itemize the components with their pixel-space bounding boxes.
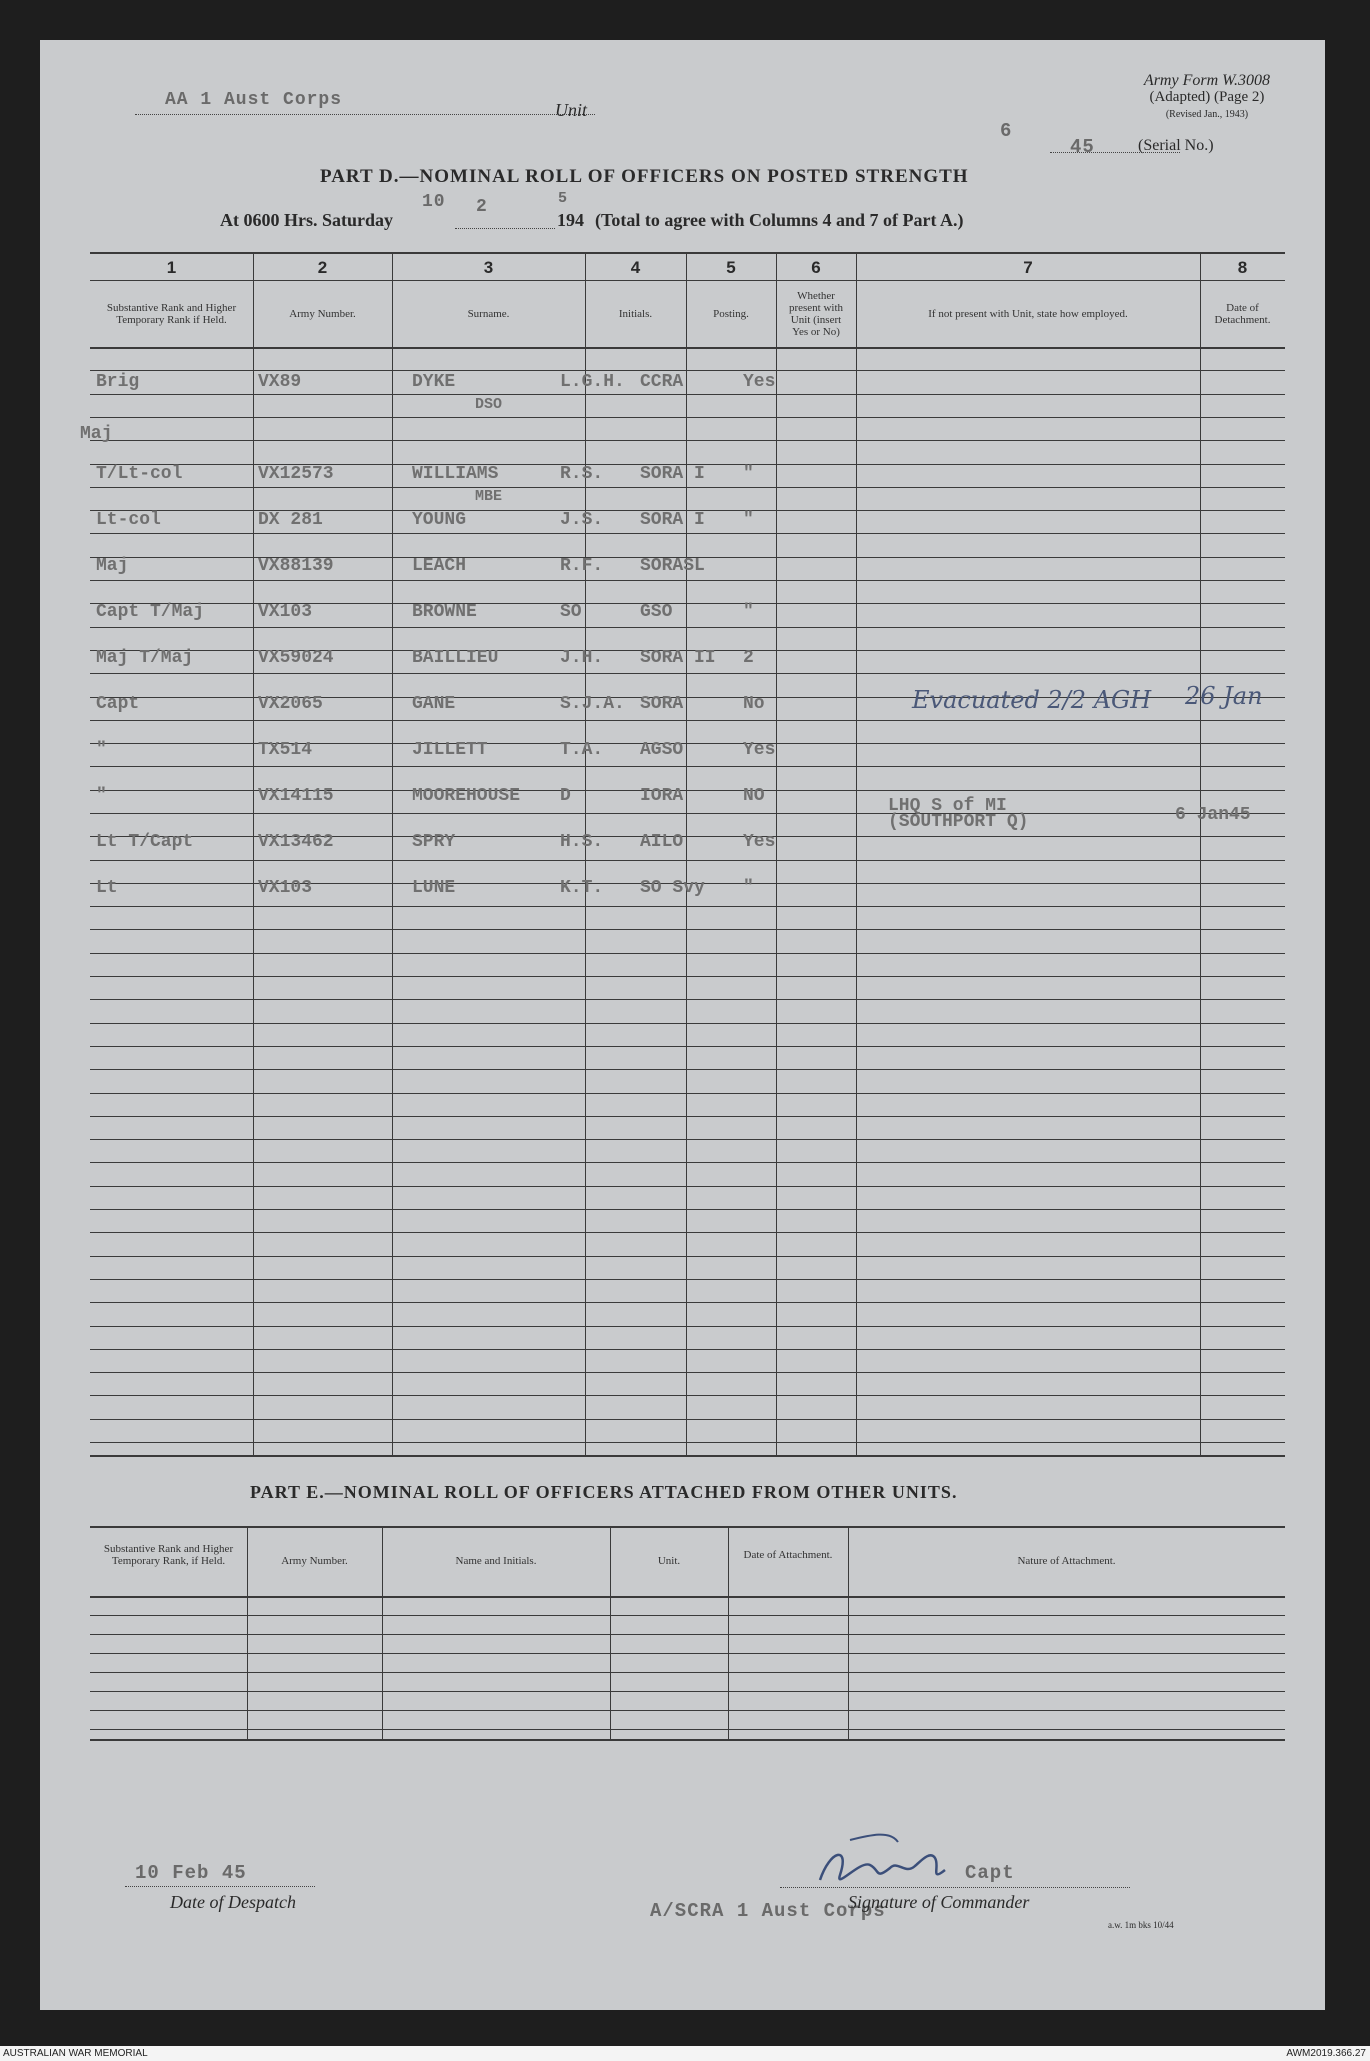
cell-number: VX12573 (258, 464, 334, 484)
ruled-line (90, 1256, 1285, 1257)
cell-initials: D (560, 786, 571, 806)
cell-detached: 6 Jan45 (1175, 805, 1251, 825)
column-header: Unit. (657, 1555, 681, 1567)
ruled-line (90, 1349, 1285, 1350)
header-bottom-rule (90, 347, 1285, 349)
ruled-line (90, 1093, 1285, 1094)
serial-prefix: 6 (1000, 120, 1013, 142)
cell-posting: SORA II (640, 648, 716, 668)
cell-rank: Brig (96, 372, 140, 392)
column-header: Army Number. (289, 307, 356, 320)
table-top-rule (90, 252, 1285, 254)
commander-unit: A/SCRA 1 Aust Corps (650, 1900, 886, 1922)
cell-posting: SORASL (640, 556, 705, 576)
ruled-line (90, 1232, 1285, 1233)
cell-initials: SO (560, 602, 582, 622)
column-number: 3 (483, 258, 494, 277)
cell-rank: Maj T/Maj (96, 648, 194, 668)
ruled-line (90, 1139, 1285, 1140)
table-bottom-rule (90, 1739, 1285, 1741)
ruled-line (90, 1672, 1285, 1673)
cell-surname: YOUNG (412, 510, 467, 530)
ruled-line (90, 1372, 1285, 1373)
date-line (455, 228, 555, 229)
form-id-block (1144, 72, 1270, 123)
cell-present: NO (743, 786, 765, 806)
ruled-line (90, 1634, 1285, 1635)
column-header: Army Number. (281, 1555, 348, 1567)
cell-surname: JILLETT (412, 740, 488, 760)
ruled-line (90, 394, 1285, 395)
cell-present: " (743, 878, 754, 898)
cell-rank: Lt T/Capt (96, 832, 194, 852)
cell-initials: R.S. (560, 464, 604, 484)
ruled-line (90, 1046, 1285, 1047)
cell-number: DX 281 (258, 510, 323, 530)
ruled-line (90, 1653, 1285, 1654)
cell-posting: SORA I (640, 464, 705, 484)
cell-posting: SO Svy (640, 878, 705, 898)
part-e-title: PART E.—NOMINAL ROLL OF OFFICERS ATTACHED FROM OTHER UNITS. (250, 1482, 958, 1502)
cell-surname: WILLIAMS (412, 464, 499, 484)
cell-initials: T.A. (560, 740, 604, 760)
cell-employed: Evacuated 2/2 AGH (912, 686, 1152, 714)
cell-present: " (743, 510, 754, 530)
unit-value: AA 1 Aust Corps (165, 90, 343, 110)
cell-posting: AILO (640, 832, 684, 852)
cell-posting: AGSO (640, 740, 684, 760)
form-name: Army Form W.3008 (1143, 72, 1270, 89)
table-top-rule (90, 1526, 1285, 1528)
ruled-line (90, 1279, 1285, 1280)
cell-decoration: DSO (475, 396, 503, 413)
ruled-line (90, 1442, 1285, 1443)
column-header: Nature of Attachment. (1017, 1555, 1116, 1567)
despatch-value: 10 Feb 45 (135, 1862, 247, 1884)
commander-line (780, 1887, 1130, 1888)
commander-rank: Capt (965, 1862, 1015, 1884)
cell-posting: IORA (640, 786, 684, 806)
cell-initials: S.J.A. (560, 694, 625, 714)
ruled-line (90, 1691, 1285, 1692)
ruled-line (90, 487, 1285, 488)
despatch-line (125, 1886, 315, 1887)
cell-initials: L.G.H. (560, 372, 625, 392)
cell-posting: CCRA (640, 372, 684, 392)
cell-present: Yes (743, 372, 776, 392)
ruled-line (90, 1615, 1285, 1616)
cell-decoration: MBE (475, 488, 503, 505)
serial-value: 45 (1070, 136, 1095, 158)
unit-line (135, 114, 595, 115)
cell-surname: LEACH (412, 556, 467, 576)
cell-number: VX89 (258, 372, 302, 392)
column-number: 1 (166, 258, 177, 277)
ruled-line (90, 673, 1285, 674)
cell-detached: 26 Jan (1185, 682, 1263, 710)
cell-surname: DYKE (412, 372, 456, 392)
date-year-digit: 5 (558, 190, 569, 207)
column-header: Name and Initials. (455, 1555, 537, 1567)
column-divider (585, 252, 586, 1457)
form-adapted: (Adapted) (Page 2) (1149, 89, 1265, 105)
column-divider (686, 252, 687, 1457)
ruled-line (90, 1419, 1285, 1420)
column-number: 6 (811, 258, 821, 277)
archive-right: AWM2019.366.27 (1286, 2048, 1366, 2059)
commander-label: Signature of Commander (848, 1892, 1030, 1912)
cell-posting: SORA (640, 694, 684, 714)
date-year-printed: 194 (557, 210, 584, 230)
column-header: Date of Detachment. (1214, 301, 1271, 326)
ruled-line (90, 929, 1285, 930)
cell-rank: T/Lt-col (96, 464, 183, 484)
cell-present: Yes (743, 740, 776, 760)
ruled-line (90, 533, 1285, 534)
ruled-line (90, 906, 1285, 907)
cell-rank: Lt (96, 878, 118, 898)
despatch-label: Date of Despatch (170, 1892, 296, 1912)
cell-rank: Maj (80, 424, 113, 444)
cell-rank: Lt-col (96, 510, 161, 530)
column-header: Initials. (618, 307, 653, 320)
ruled-line (90, 813, 1285, 814)
cell-present: 2 (743, 648, 754, 668)
column-header: Posting. (713, 307, 749, 320)
ruled-line (90, 370, 1285, 371)
column-divider (253, 252, 254, 1457)
date-day: 10 (422, 192, 446, 212)
date-note: (Total to agree with Columns 4 and 7 of Part A.) (595, 210, 964, 230)
form-revised: (Revised Jan., 1943) (1165, 109, 1249, 120)
ruled-line (90, 1395, 1285, 1396)
ruled-line (90, 417, 1285, 418)
ruled-line (90, 627, 1285, 628)
ruled-line (90, 720, 1285, 721)
ruled-line (90, 1186, 1285, 1187)
ruled-line (90, 1326, 1285, 1327)
ruled-line (90, 1023, 1285, 1024)
date-prefix: At 0600 Hrs. Saturday (220, 210, 394, 230)
column-header: Substantive Rank and Higher Temporary Rank, if Held. (103, 1543, 234, 1567)
cell-number: VX13462 (258, 832, 334, 852)
column-number: 5 (726, 258, 736, 277)
column-number: 2 (317, 258, 328, 277)
table-bottom-rule (90, 1455, 1285, 1457)
cell-rank: " (96, 740, 107, 760)
cell-present: " (743, 464, 754, 484)
cell-number: VX103 (258, 602, 313, 622)
cell-employed: LHQ S of MI (888, 796, 1007, 816)
cell-surname: LUNE (412, 878, 456, 898)
commander-signature (780, 1820, 980, 1900)
cell-initials: J.H. (560, 648, 604, 668)
ruled-line (90, 1069, 1285, 1070)
cell-rank: Capt (96, 694, 140, 714)
cell-present: No (743, 694, 765, 714)
cell-number: VX2065 (258, 694, 323, 714)
column-header: If not present with Unit, state how employed. (928, 307, 1128, 320)
cell-initials: H.S. (560, 832, 604, 852)
column-header: Date of Attachment. (743, 1549, 833, 1561)
cell-surname: BROWNE (412, 602, 477, 622)
date-month: 2 (476, 197, 488, 217)
cell-rank: " (96, 786, 107, 806)
column-number: 4 (630, 258, 641, 277)
cell-number: VX14115 (258, 786, 334, 806)
column-header: Whether present with Unit (insert Yes or No) (788, 289, 844, 338)
column-number: 8 (1237, 258, 1248, 277)
cell-number: VX88139 (258, 556, 334, 576)
cell-surname: SPRY (412, 832, 456, 852)
part-d-title: PART D.—NOMINAL ROLL OF OFFICERS ON POSTED STRENGTH (320, 166, 969, 187)
ruled-line (90, 976, 1285, 977)
ruled-line (90, 953, 1285, 954)
ruled-line (90, 1209, 1285, 1210)
cell-rank: Capt T/Maj (96, 602, 205, 622)
ruled-line (90, 1116, 1285, 1117)
form-page (40, 40, 1325, 2010)
ruled-line (90, 860, 1285, 861)
cell-present: Yes (743, 832, 776, 852)
ruled-line (90, 766, 1285, 767)
cell-posting: SORA I (640, 510, 705, 530)
cell-surname: BAILLIEU (412, 648, 499, 668)
archive-bar (0, 2046, 1370, 2061)
unit-label: Unit (555, 100, 588, 120)
ruled-line (90, 580, 1285, 581)
ruled-line (90, 1710, 1285, 1711)
archive-left: AUSTRALIAN WAR MEMORIAL (3, 2048, 148, 2059)
cell-surname: MOOREHOUSE (412, 786, 521, 806)
cell-rank: Maj (96, 556, 129, 576)
cell-initials: R.F. (560, 556, 604, 576)
serial-label: (Serial No.) (1138, 137, 1214, 154)
cell-surname: GANE (412, 694, 456, 714)
column-divider (392, 252, 393, 1457)
ruled-line (90, 440, 1285, 441)
cell-present: " (743, 602, 754, 622)
cell-initials: K.T. (560, 878, 604, 898)
ruled-line (90, 999, 1285, 1000)
ruled-line (90, 1729, 1285, 1730)
column-header: Surname. (467, 307, 510, 320)
cell-number: TX514 (258, 740, 313, 760)
column-header: Substantive Rank and Higher Temporary Rank if Held. (106, 301, 237, 326)
cell-number: VX59024 (258, 648, 334, 668)
column-divider (776, 252, 777, 1457)
ruled-line (90, 1162, 1285, 1163)
column-divider (856, 252, 857, 1457)
number-row-rule (90, 280, 1285, 281)
part-e-table (90, 1526, 1285, 1741)
header-bottom-rule (90, 1596, 1285, 1598)
part-d-table (80, 252, 1285, 1457)
ruled-line (90, 1302, 1285, 1303)
cell-employed: (SOUTHPORT Q) (888, 812, 1029, 832)
print-code: a.w. 1m bks 10/44 (1108, 1920, 1174, 1930)
column-number: 7 (1023, 258, 1033, 277)
cell-posting: GSO (640, 602, 673, 622)
cell-initials: J.S. (560, 510, 604, 530)
cell-number: VX103 (258, 878, 313, 898)
column-divider (1200, 252, 1201, 1457)
